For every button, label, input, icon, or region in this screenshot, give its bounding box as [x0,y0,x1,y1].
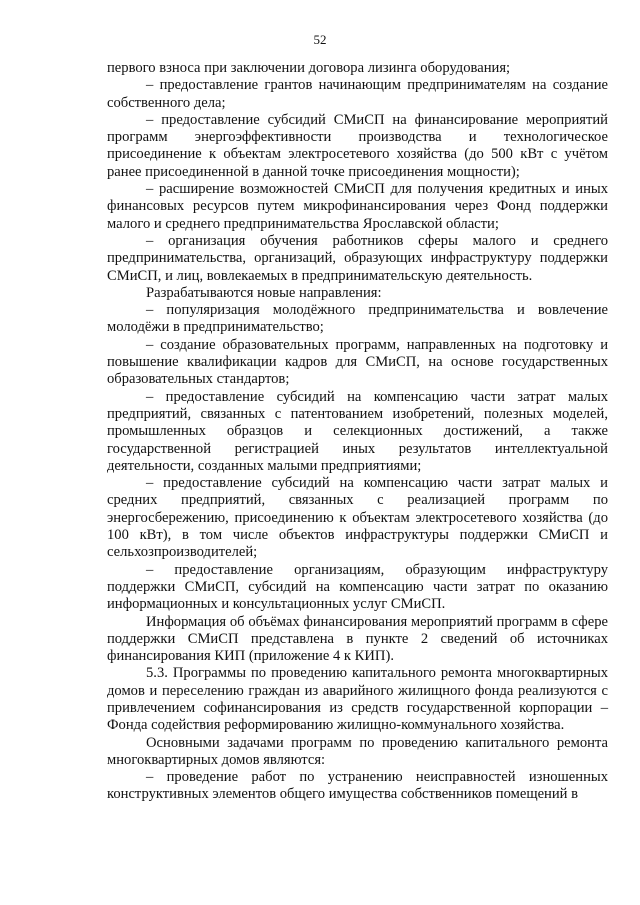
section-5-3: 5.3. Программы по проведению капитального ремонта многоквартирных домов и переселению граждан из аварийного жилищного фонда реализуются с привлечением софинансирования из средств государственной корпорации – Фонда содействия реформированию жилищно-коммунального хозяйства. [107,665,608,734]
page-number: 52 [313,32,327,47]
list-item-youth: – популяризация молодёжного предпринимательства и вовлечение молодёжи в предпринимательство; [107,302,608,336]
paragraph-new-directions: Разрабатываются новые направления: [146,284,382,301]
list-item-education-programs: – создание образовательных программ, направленных на подготовку и повышение квалификации кадров для СМиСП, на основе государственных образовательных стандартов; [107,336,608,388]
page-body [107,60,608,804]
list-item-energy-subsidies: – предоставление субсидий СМиСП на финансирование мероприятий программ энергоэффективности производства и технологическое присоединение к объектам электросетевого хозяйства (до 500 кВт с учётом ранее присоединенной в данной точке присоединения мощности); [107,111,608,180]
list-item-infrastructure-subsidies: – предоставление организациям, образующим инфраструктуру поддержки СМиСП, субсидий на компенсацию части затрат по оказанию информационных и консультационных услуг СМиСП. [107,561,608,613]
list-item-grants: – предоставление грантов начинающим предпринимателям на создание собственного дела; [107,77,608,111]
paragraph-continuation: первого взноса при заключении договора лизинга оборудования; [107,60,511,76]
paragraph-financing-info: Информация об объёмах финансирования мероприятий программ в сфере поддержки СМиСП представлена в пункте 2 сведений об источниках финансирования КИП (приложение 4 к КИП). [107,613,608,665]
list-item-microfinance: – расширение возможностей СМиСП для получения кредитных и иных финансовых ресурсов путем микрофинансирования через Фонд поддержки малого и среднего предпринимательства Ярославской области; [107,181,608,232]
list-item-training: – организация обучения работников сферы малого и среднего предпринимательства, организаций, образующих инфраструктуру поддержки СМиСП, и лиц, вовлекаемых в предпринимательскую деятельность. [107,232,608,284]
list-item-repair-works: – проведение работ по устранению неисправностей изношенных конструктивных элементов общего имущества собственников помещений в [107,769,608,803]
paragraph-main-tasks: Основными задачами программ по проведению капитального ремонта многоквартирных домов являются: [107,734,608,768]
list-item-patent-subsidies: – предоставление субсидий на компенсацию части затрат малых предприятий, связанных с патентованием изобретений, полезных моделей, промышленных образцов и селекционных достижений, а также государственной регистрацией иных результатов интеллектуальной деятельности, созданных малыми предприятиями; [107,388,608,474]
list-item-energy-saving-subsidies: – предоставление субсидий на компенсацию части затрат малых и средних предприятий, связанных с реализацией программ по энергосбережению, присоединению к объектам электросетевого хозяйства (до 100 кВт), в том числе объектов инфраструктуры поддержки СМиСП и сельхозпроизводителей; [107,475,608,561]
